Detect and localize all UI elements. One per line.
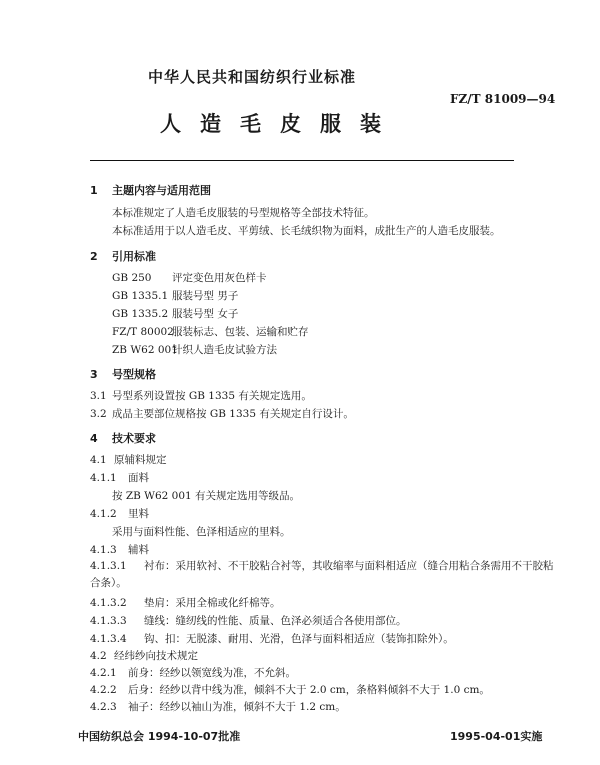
section-4-heading	[90, 430, 156, 446]
section-number: 3	[90, 368, 98, 381]
section-title: 技术要求	[112, 432, 156, 445]
section-title: 引用标准	[112, 250, 156, 263]
reference-code: ZB W62 001	[112, 344, 178, 356]
standard-type-heading: 中华人民共和国纺织行业标准	[148, 68, 357, 86]
clause-text: 经纬纱向技术规定	[114, 650, 198, 662]
section-number: 2	[90, 250, 98, 263]
clause-number: 4.2	[90, 650, 107, 662]
clause-text: 原辅料规定	[114, 454, 167, 466]
reference-name: 评定变色用灰色样卡	[172, 272, 267, 284]
clause-text: 里料	[128, 508, 149, 520]
clause-text: 面料	[128, 472, 149, 484]
clause-4-1-3	[90, 542, 149, 557]
clause-number: 4.1.1	[90, 472, 117, 484]
clause-4-1-1-body: 按 ZB W62 001 有关规定选用等级品。	[112, 490, 301, 502]
clause-text: 辅料	[128, 544, 149, 556]
clause-4-1-1	[90, 470, 149, 485]
clause-number: 4.1.3.2	[90, 597, 127, 609]
reference-code: FZ/T 80002	[112, 326, 174, 338]
reference-item	[112, 342, 277, 357]
clause-text: 成品主要部位规格按 GB 1335 有关规定自行设计。	[112, 408, 354, 420]
reference-code: GB 1335.2	[112, 308, 169, 320]
reference-item	[112, 324, 309, 339]
clause-text: 袖子：经纱以袖山为准，倾斜不大于 1.2 cm。	[128, 701, 346, 713]
clause-number: 4.2.1	[90, 667, 117, 679]
reference-name: 服装标志、包装、运输和贮存	[172, 326, 309, 338]
clause-number: 4.1.3.1	[90, 560, 127, 572]
section-number: 1	[90, 184, 98, 197]
header-divider	[90, 160, 514, 161]
reference-code: GB 1335.1	[112, 290, 169, 302]
clause-text: 钩、扣：无脱漆、耐用、光滑，色泽与面料相适应（装饰扣除外）。	[144, 633, 454, 645]
clause-number: 4.2.3	[90, 701, 117, 713]
section-title: 主题内容与适用范围	[112, 184, 211, 197]
reference-name: 服装号型 女子	[172, 308, 239, 320]
document-title: 人造毛皮服装	[160, 112, 400, 136]
clause-number: 3.1	[90, 390, 107, 402]
clause-text: 缝线：缝纫线的性能、质量、色泽必须适合各使用部位。	[144, 615, 407, 627]
clause-text: 衬布：采用软衬、不干胶粘合衬等，其收缩率与面料相适应（缝合用粘合条需用不干胶粘合条）。	[90, 560, 554, 589]
clause-number: 4.2.2	[90, 684, 117, 696]
reference-name: 针织人造毛皮试验方法	[172, 344, 277, 356]
section-number: 4	[90, 432, 98, 445]
clause-number: 3.2	[90, 408, 107, 420]
clause-4-1-2-body: 采用与面料性能、色泽相适应的里料。	[112, 526, 291, 538]
reference-item	[112, 306, 238, 321]
reference-item	[112, 270, 267, 285]
clause-number: 4.1	[90, 454, 107, 466]
clause-text: 号型系列设置按 GB 1335 有关规定选用。	[112, 390, 312, 402]
approval-date: 中国纺织总会 1994-10-07批准	[78, 730, 241, 743]
section-title: 号型规格	[112, 368, 156, 381]
section-2-heading	[90, 248, 156, 264]
clause-4-2-3	[90, 699, 346, 714]
clause-4-1-3-4	[90, 631, 454, 646]
section-3-heading	[90, 366, 156, 382]
clause-4-1-3-3	[90, 613, 407, 628]
clause-4-2-2	[90, 682, 490, 697]
clause-4-1-2	[90, 506, 149, 521]
clause-text: 前身：经纱以领宽线为准，不允斜。	[128, 667, 296, 679]
clause-4-1	[90, 452, 167, 467]
effective-date: 1995-04-01实施	[450, 730, 543, 743]
section-1-paragraph-1: 本标准规定了人造毛皮服装的号型规格等全部技术特征。	[112, 207, 375, 219]
clause-text: 后身：经纱以背中线为准，倾斜不大于 2.0 cm，条格料倾斜不大于 1.0 cm。	[128, 684, 490, 696]
clause-3-1	[90, 388, 312, 403]
reference-name: 服装号型 男子	[172, 290, 239, 302]
clause-4-2-1	[90, 665, 296, 680]
clause-number: 4.1.2	[90, 508, 117, 520]
reference-item	[112, 288, 238, 303]
clause-4-2	[90, 648, 198, 663]
clause-3-2	[90, 406, 354, 421]
section-1-heading	[90, 182, 211, 198]
clause-number: 4.1.3.4	[90, 633, 127, 645]
clause-number: 4.1.3.3	[90, 615, 127, 627]
clause-4-1-3-1	[90, 558, 558, 592]
clause-number: 4.1.3	[90, 544, 117, 556]
section-1-paragraph-2: 本标准适用于以人造毛皮、平剪绒、长毛绒织物为面料，成批生产的人造毛皮服装。	[112, 225, 501, 237]
standard-code: FZ/T 81009—94	[450, 92, 556, 106]
clause-text: 垫肩：采用全棉或化纤棉等。	[144, 597, 281, 609]
clause-4-1-3-2	[90, 595, 281, 610]
reference-code: GB 250	[112, 272, 152, 284]
